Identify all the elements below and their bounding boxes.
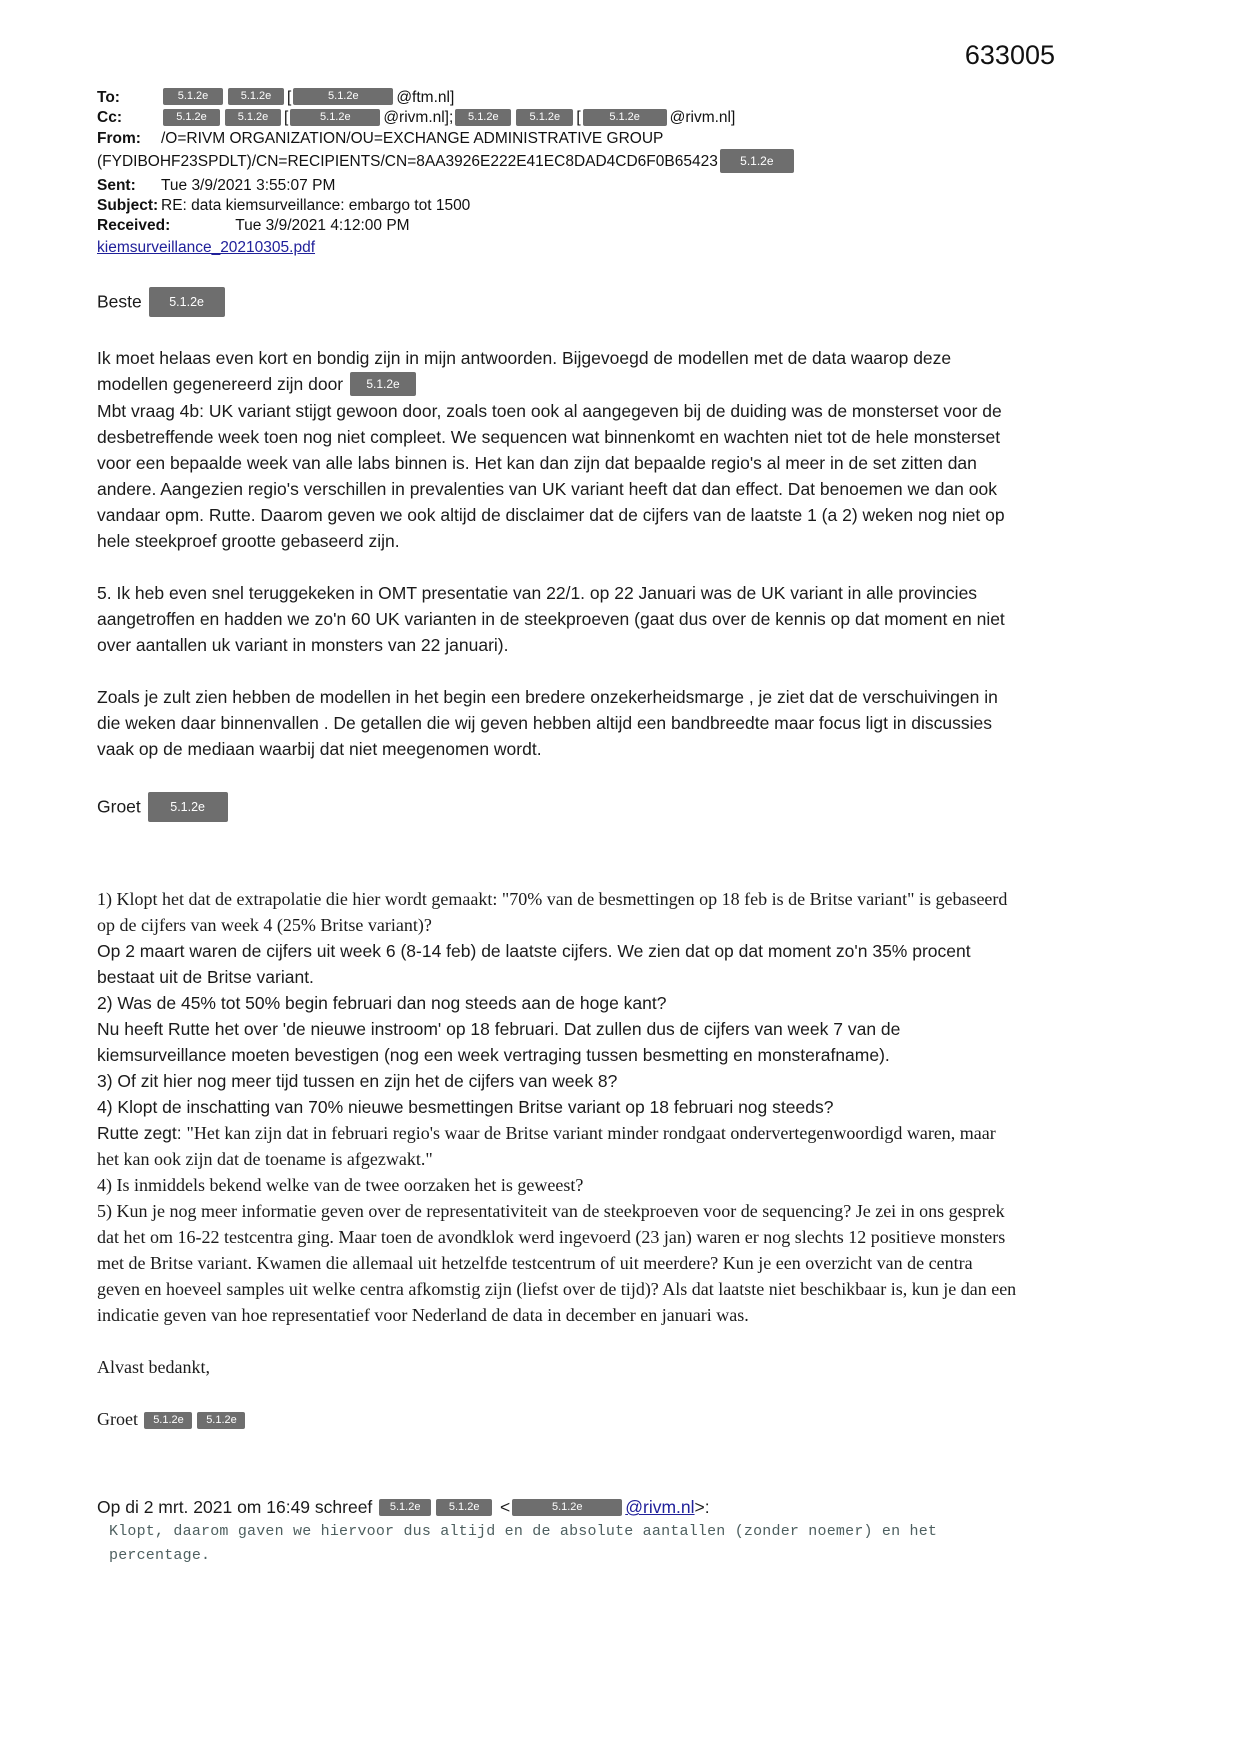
text-run: Op di 2 mrt. 2021 om 16:49 schreef (97, 1497, 378, 1518)
text-run: Groet (97, 1409, 143, 1430)
redaction-box: 5.1.2e (148, 792, 228, 822)
paragraph (97, 1016, 1019, 1068)
header-line (97, 88, 1241, 107)
paragraph (97, 1068, 1019, 1094)
header-line (97, 176, 1241, 195)
text-run: 2) Was de 45% tot 50% begin februari dan nog steeds aan de hoge kant? (97, 993, 667, 1014)
paragraph (97, 1494, 1019, 1520)
header-field-label: From: (97, 129, 141, 147)
redaction-box: 5.1.2e (290, 109, 380, 126)
text-run: @ftm.nl] (396, 89, 455, 106)
redaction-box: 5.1.2e (379, 1499, 431, 1516)
header-field-label: Subject: (97, 196, 159, 214)
text-run: Beste (97, 291, 147, 312)
paragraph (97, 1354, 1019, 1380)
redaction-box: 5.1.2e (583, 109, 667, 126)
header-field-value (161, 88, 1241, 107)
header-field-label: To: (97, 89, 120, 106)
text-run: Tue 3/9/2021 3:55:07 PM (161, 176, 336, 194)
text-run: @rivm.nl]; (383, 109, 454, 127)
redaction-box: 5.1.2e (163, 88, 223, 105)
redaction-box: 5.1.2e (293, 88, 393, 105)
paragraph (97, 1120, 1019, 1172)
text-run: Nu heeft Rutte het over 'de nieuwe instroom' op 18 februari. Dat zullen dus de cijfers van week 7 van de kiemsurveillance moeten bevestigen (nog een week vertraging tussen besmetting en monsterafname). (97, 1019, 901, 1066)
text-run: Tue 3/9/2021 4:12:00 PM (235, 216, 410, 234)
text-run: [ (284, 109, 289, 127)
text-run: 4) Is inmiddels bekend welke van de twee oorzaken het is geweest? (97, 1175, 584, 1196)
paragraph (97, 886, 1019, 938)
attachment-link[interactable]: kiemsurveillance_20210305.pdf (97, 238, 316, 256)
text-run: Op 2 maart waren de cijfers uit week 6 (8-14 feb) de laatste cijfers. We zien dat op dat moment zo'n 35% procent bestaat uit de Britse variant. (97, 941, 971, 988)
paragraph (97, 684, 1019, 762)
email-header (97, 88, 1241, 235)
header-field-value (161, 176, 1241, 195)
header-line (97, 216, 1241, 235)
text-run: 4) Klopt de inschatting van 70% nieuwe besmettingen Britse variant op 18 februari nog steeds? (97, 1097, 834, 1118)
paragraph (97, 1094, 1019, 1120)
header-field-value (170, 216, 1241, 235)
paragraph (97, 1198, 1019, 1328)
header-line (97, 108, 1241, 127)
paragraph (97, 345, 1019, 554)
text-run: Mbt vraag 4b: UK variant stijgt gewoon door, zoals toen ook al aangegeven bij de duiding was de monsterset voor de desbetreffende week toen nog niet compleet. We sequencen wat binnenkomt en wachten niet tot de hele monsterset voor een bepaalde week van alle labs binnen is. Het kan dan zijn dat bepaalde regio's al meer in de set zitten dan andere. Aangezien regio's verschillen in prevalenties van UK variant heeft dat dan effect. Dat benoemen we dan ook vandaar opm. Rutte. Daarom geven we ook altijd de disclaimer dat de cijfers van de laatste 1 (a 2) weken nog niet op hele steekproef grootte gebaseerd zijn. (97, 401, 1005, 552)
paragraph (97, 1520, 1019, 1568)
paragraph (97, 1172, 1019, 1198)
paragraph (97, 938, 1019, 990)
text-run: (FYDIBOHF23SPDLT)/CN=RECIPIENTS/CN=8AA3926E222E41EC8DAD4CD6F0B65423 (97, 152, 718, 170)
text-run: Alvast bedankt, (97, 1357, 210, 1378)
text-run: [ (287, 89, 292, 106)
text-run: Klopt, daarom gaven we hiervoor dus altijd en de absolute aantallen (zonder noemer) en het percentage. (109, 1523, 938, 1565)
redaction-box: 5.1.2e (149, 287, 225, 317)
email-body (97, 287, 1019, 1568)
header-field-label: Cc: (97, 109, 122, 127)
text-run: Groet (97, 796, 146, 817)
paragraph (97, 287, 1019, 319)
redaction-box: 5.1.2e (455, 109, 511, 126)
text-run: >: (694, 1497, 710, 1518)
paragraph (97, 990, 1019, 1016)
text-run: 3) Of zit hier nog meer tijd tussen en zijn het de cijfers van week 8? (97, 1071, 618, 1092)
header-field-value (97, 149, 1241, 175)
text-run: RE: data kiemsurveillance: embargo tot 1500 (161, 196, 471, 214)
header-field-label: Sent: (97, 176, 136, 194)
attachment-row (97, 238, 1241, 257)
text-run: @rivm.nl] (669, 109, 736, 127)
text-run: /O=RIVM ORGANIZATION/OU=EXCHANGE ADMINISTRATIVE GROUP (161, 129, 664, 147)
redaction-box: 5.1.2e (144, 1412, 192, 1429)
redaction-box: 5.1.2e (350, 372, 416, 396)
doc-number: 633005 (964, 40, 1055, 70)
email-address-link[interactable]: @rivm.nl (625, 1497, 695, 1518)
text-run: 1) Klopt het dat de extrapolatie die hier wordt gemaakt: "70% van de besmettingen op 18 feb is de Britse variant" is gebaseerd op de cijfers van week 4 (25% Britse variant)? (97, 889, 1008, 936)
text-run: 5) Kun je nog meer informatie geven over de representativiteit van de steekproeven voor de sequencing? Je zei in ons gesprek dat het om 16-22 testcentra ging. Maar toen de avondklok werd ingevoerd (23 jan) waren er nog slechts 12 positieve monsters met de Britse variant. Kwamen die allemaal uit hetzelfde testcentrum of uit meerdere? Kun je een overzicht van de centra geven en hoeveel samples uit welke centra afkomstig zijn (liefst over de tijd)? Als dat laatste niet beschikbaar is, kun je dan een indicatie geven van hoe representatief voor Nederland de data in december en januari was. (97, 1201, 1017, 1326)
header-field-value (161, 129, 1241, 148)
header-line (97, 129, 1241, 148)
header-line (97, 149, 1241, 175)
text-run: [ (576, 109, 581, 127)
text-run: 5. Ik heb even snel teruggekeken in OMT presentatie van 22/1. op 22 Januari was de UK variant in alle provincies aangetroffen en hadden we zo'n 60 UK varianten in de steekproeven (gaat dus over de kennis op dat moment en niet over aantallen uk variant in monsters van 22 januari). (97, 583, 1005, 656)
paragraph (97, 1406, 1019, 1432)
redaction-box: 5.1.2e (516, 109, 573, 126)
redaction-box: 5.1.2e (436, 1499, 492, 1516)
redaction-box: 5.1.2e (512, 1499, 622, 1516)
redaction-box: 5.1.2e (197, 1412, 245, 1429)
text-run: < (495, 1497, 511, 1518)
paragraph (97, 792, 1019, 824)
header-field-value (161, 108, 1241, 127)
text-run: "Het kan zijn dat in februari regio's waar de Britse variant minder rondgaat ondervertegenwoordigd waren, maar het kan ook zijn dat de toename is afgezwakt." (97, 1123, 996, 1170)
text-run: Zoals je zult zien hebben de modellen in het begin een bredere onzekerheidsmarge , je ziet dat de verschuivingen in die weken daar binnenvallen . De getallen die wij geven hebben altijd een bandbreedte maar focus ligt in discussies vaak op de mediaan waarbij dat niet meegenomen wordt. (97, 687, 998, 760)
redaction-box: 5.1.2e (163, 109, 220, 126)
header-field-label: Received: (97, 216, 171, 234)
redaction-box: 5.1.2e (720, 149, 794, 173)
paragraph (97, 580, 1019, 658)
text-run: Rutte zegt: (97, 1123, 187, 1144)
header-field-value (161, 196, 1241, 215)
redaction-box: 5.1.2e (225, 109, 281, 126)
redaction-box: 5.1.2e (228, 88, 284, 105)
text-run: Ik moet helaas even kort en bondig zijn in mijn antwoorden. Bijgevoegd de modellen met de data waarop deze modellen gegenereerd zijn door (97, 347, 952, 394)
header-line (97, 196, 1241, 215)
